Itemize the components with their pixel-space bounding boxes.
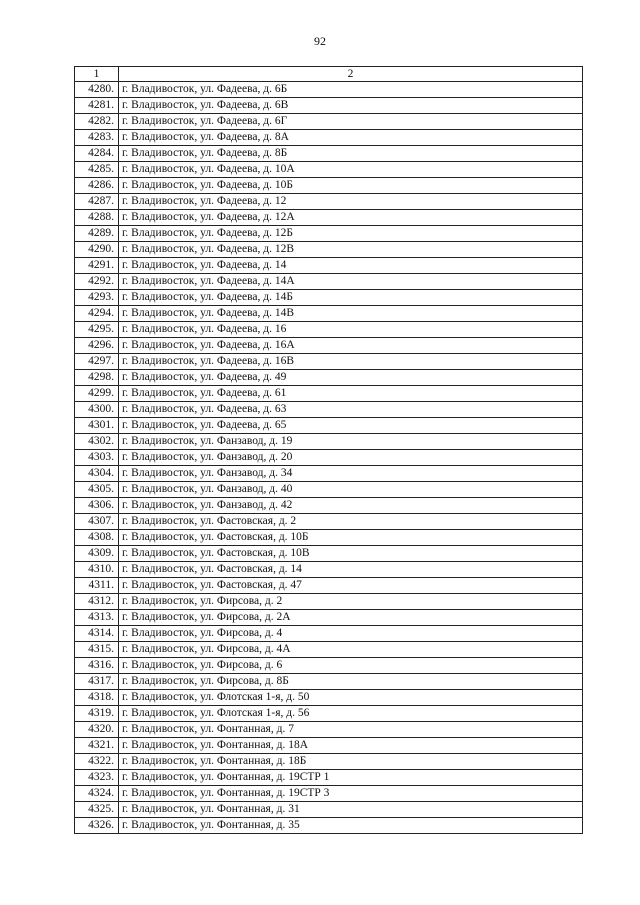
address-cell: г. Владивосток, ул. Фадеева, д. 16В: [119, 354, 583, 370]
row-number-cell: 4303.: [75, 450, 119, 466]
address-cell: г. Владивосток, ул. Фирсова, д. 4А: [119, 642, 583, 658]
table-row: [75, 802, 583, 818]
row-number-cell: 4283.: [75, 130, 119, 146]
table-row: [75, 130, 583, 146]
address-cell: г. Владивосток, ул. Фадеева, д. 6Г: [119, 114, 583, 130]
table-row: [75, 706, 583, 722]
address-cell: г. Владивосток, ул. Фирсова, д. 4: [119, 626, 583, 642]
row-number-cell: 4289.: [75, 226, 119, 242]
table-row: [75, 562, 583, 578]
table-row: [75, 178, 583, 194]
address-cell: г. Владивосток, ул. Флотская 1-я, д. 56: [119, 706, 583, 722]
address-cell: г. Владивосток, ул. Фирсова, д. 2: [119, 594, 583, 610]
row-number-cell: 4296.: [75, 338, 119, 354]
row-number-cell: 4323.: [75, 770, 119, 786]
table-row: [75, 274, 583, 290]
address-cell: г. Владивосток, ул. Фанзавод, д. 34: [119, 466, 583, 482]
table-row: [75, 306, 583, 322]
address-cell: г. Владивосток, ул. Фастовская, д. 2: [119, 514, 583, 530]
row-number-cell: 4302.: [75, 434, 119, 450]
address-cell: г. Владивосток, ул. Фадеева, д. 12А: [119, 210, 583, 226]
address-cell: г. Владивосток, ул. Фанзавод, д. 20: [119, 450, 583, 466]
table-row: [75, 770, 583, 786]
row-number-cell: 4310.: [75, 562, 119, 578]
table-row: [75, 386, 583, 402]
table-row: [75, 482, 583, 498]
table-row: [75, 530, 583, 546]
address-cell: г. Владивосток, ул. Фадеева, д. 16: [119, 322, 583, 338]
row-number-cell: 4317.: [75, 674, 119, 690]
table-row: [75, 354, 583, 370]
row-number-cell: 4282.: [75, 114, 119, 130]
address-cell: г. Владивосток, ул. Фадеева, д. 10Б: [119, 178, 583, 194]
address-cell: г. Владивосток, ул. Фирсова, д. 6: [119, 658, 583, 674]
table-row: [75, 418, 583, 434]
row-number-cell: 4308.: [75, 530, 119, 546]
address-cell: г. Владивосток, ул. Фанзавод, д. 19: [119, 434, 583, 450]
row-number-cell: 4292.: [75, 274, 119, 290]
row-number-cell: 4285.: [75, 162, 119, 178]
table-row: [75, 402, 583, 418]
row-number-cell: 4318.: [75, 690, 119, 706]
row-number-cell: 4280.: [75, 82, 119, 98]
row-number-cell: 4299.: [75, 386, 119, 402]
address-cell: г. Владивосток, ул. Фадеева, д. 8А: [119, 130, 583, 146]
row-number-cell: 4298.: [75, 370, 119, 386]
table-row: [75, 546, 583, 562]
row-number-cell: 4316.: [75, 658, 119, 674]
table-row: [75, 642, 583, 658]
row-number-cell: 4322.: [75, 754, 119, 770]
address-cell: г. Владивосток, ул. Фирсова, д. 8Б: [119, 674, 583, 690]
row-number-cell: 4313.: [75, 610, 119, 626]
table-row: [75, 626, 583, 642]
row-number-cell: 4326.: [75, 818, 119, 834]
address-cell: г. Владивосток, ул. Фонтанная, д. 19СТР 1: [119, 770, 583, 786]
table-row: [75, 322, 583, 338]
row-number-cell: 4291.: [75, 258, 119, 274]
address-cell: г. Владивосток, ул. Фадеева, д. 12Б: [119, 226, 583, 242]
address-cell: г. Владивосток, ул. Фадеева, д. 61: [119, 386, 583, 402]
address-cell: г. Владивосток, ул. Фонтанная, д. 18Б: [119, 754, 583, 770]
address-cell: г. Владивосток, ул. Фастовская, д. 47: [119, 578, 583, 594]
table-row: [75, 754, 583, 770]
address-cell: г. Владивосток, ул. Фанзавод, д. 42: [119, 498, 583, 514]
row-number-cell: 4290.: [75, 242, 119, 258]
table-row: [75, 162, 583, 178]
address-cell: г. Владивосток, ул. Фастовская, д. 10Б: [119, 530, 583, 546]
table-row: [75, 498, 583, 514]
row-number-cell: 4305.: [75, 482, 119, 498]
address-table: [74, 66, 583, 834]
row-number-cell: 4321.: [75, 738, 119, 754]
table-row: [75, 514, 583, 530]
table-row: [75, 674, 583, 690]
table-row: [75, 786, 583, 802]
address-cell: г. Владивосток, ул. Фадеева, д. 10А: [119, 162, 583, 178]
address-cell: г. Владивосток, ул. Фонтанная, д. 35: [119, 818, 583, 834]
table-row: [75, 610, 583, 626]
address-cell: г. Владивосток, ул. Фадеева, д. 6Б: [119, 82, 583, 98]
column-header-number: 1: [75, 67, 119, 82]
table-row: [75, 258, 583, 274]
row-number-cell: 4301.: [75, 418, 119, 434]
address-cell: г. Владивосток, ул. Флотская 1-я, д. 50: [119, 690, 583, 706]
row-number-cell: 4311.: [75, 578, 119, 594]
address-cell: г. Владивосток, ул. Фадеева, д. 63: [119, 402, 583, 418]
table-row: [75, 658, 583, 674]
table-row: [75, 450, 583, 466]
address-cell: г. Владивосток, ул. Фанзавод, д. 40: [119, 482, 583, 498]
table-row: [75, 690, 583, 706]
row-number-cell: 4314.: [75, 626, 119, 642]
table-row: [75, 338, 583, 354]
address-cell: г. Владивосток, ул. Фонтанная, д. 31: [119, 802, 583, 818]
table-row: [75, 370, 583, 386]
address-cell: г. Владивосток, ул. Фадеева, д. 14: [119, 258, 583, 274]
row-number-cell: 4307.: [75, 514, 119, 530]
table-row: [75, 226, 583, 242]
address-cell: г. Владивосток, ул. Фастовская, д. 14: [119, 562, 583, 578]
table-row: [75, 818, 583, 834]
table-row: [75, 194, 583, 210]
table-row: [75, 146, 583, 162]
table-row: [75, 114, 583, 130]
address-cell: г. Владивосток, ул. Фонтанная, д. 19СТР 3: [119, 786, 583, 802]
row-number-cell: 4320.: [75, 722, 119, 738]
row-number-cell: 4288.: [75, 210, 119, 226]
row-number-cell: 4324.: [75, 786, 119, 802]
row-number-cell: 4304.: [75, 466, 119, 482]
address-cell: г. Владивосток, ул. Фадеева, д. 6В: [119, 98, 583, 114]
table-row: [75, 578, 583, 594]
column-header-address: 2: [119, 67, 583, 82]
address-cell: г. Владивосток, ул. Фадеева, д. 14А: [119, 274, 583, 290]
address-cell: г. Владивосток, ул. Фадеева, д. 14В: [119, 306, 583, 322]
row-number-cell: 4295.: [75, 322, 119, 338]
row-number-cell: 4319.: [75, 706, 119, 722]
page-number: 92: [314, 34, 326, 48]
address-cell: г. Владивосток, ул. Фадеева, д. 12В: [119, 242, 583, 258]
table-body: [75, 82, 583, 834]
table-row: [75, 434, 583, 450]
table-row: [75, 82, 583, 98]
row-number-cell: 4315.: [75, 642, 119, 658]
table-row: [75, 722, 583, 738]
address-cell: г. Владивосток, ул. Фонтанная, д. 18А: [119, 738, 583, 754]
table-row: [75, 210, 583, 226]
row-number-cell: 4287.: [75, 194, 119, 210]
address-cell: г. Владивосток, ул. Фирсова, д. 2А: [119, 610, 583, 626]
row-number-cell: 4312.: [75, 594, 119, 610]
row-number-cell: 4286.: [75, 178, 119, 194]
address-cell: г. Владивосток, ул. Фадеева, д. 49: [119, 370, 583, 386]
table-row: [75, 466, 583, 482]
table-row: [75, 738, 583, 754]
address-cell: г. Владивосток, ул. Фастовская, д. 10В: [119, 546, 583, 562]
address-cell: г. Владивосток, ул. Фонтанная, д. 7: [119, 722, 583, 738]
address-cell: г. Владивосток, ул. Фадеева, д. 8Б: [119, 146, 583, 162]
header-row: [75, 67, 583, 82]
row-number-cell: 4300.: [75, 402, 119, 418]
row-number-cell: 4281.: [75, 98, 119, 114]
table-header: [75, 67, 583, 82]
address-cell: г. Владивосток, ул. Фадеева, д. 65: [119, 418, 583, 434]
address-cell: г. Владивосток, ул. Фадеева, д. 16А: [119, 338, 583, 354]
address-cell: г. Владивосток, ул. Фадеева, д. 12: [119, 194, 583, 210]
table-row: [75, 242, 583, 258]
row-number-cell: 4325.: [75, 802, 119, 818]
row-number-cell: 4293.: [75, 290, 119, 306]
row-number-cell: 4306.: [75, 498, 119, 514]
table-row: [75, 594, 583, 610]
row-number-cell: 4294.: [75, 306, 119, 322]
address-cell: г. Владивосток, ул. Фадеева, д. 14Б: [119, 290, 583, 306]
table-row: [75, 290, 583, 306]
row-number-cell: 4309.: [75, 546, 119, 562]
row-number-cell: 4297.: [75, 354, 119, 370]
table-row: [75, 98, 583, 114]
row-number-cell: 4284.: [75, 146, 119, 162]
